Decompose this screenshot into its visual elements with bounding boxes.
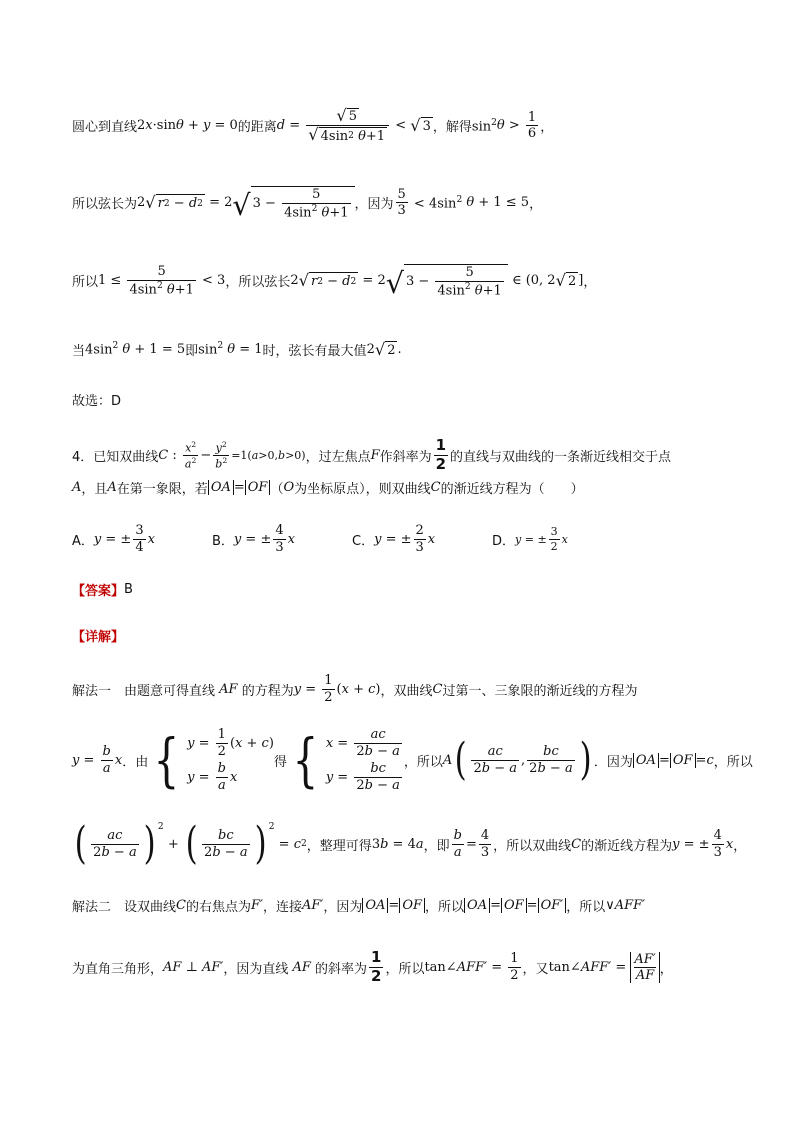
method-2-line-2: 为直角三角形， AF ⊥ AF′ ，因为直线 AF 的斜率为 $\frac{1}{2}$ ，所以 tan∠ AFF′ = $\frac{1}{2}$ ，又 tan∠ AFF′ = $\frac{AF'}{AF}$ ， xyxy=(72,948,673,985)
option-b: B． y = ± $\frac{4}{3}$ x xyxy=(212,523,295,555)
distance-fraction: √ 5 √ 4sin 2 θ +1 xyxy=(306,108,389,144)
solution-line-range: 所以 1 ≤ $\frac{5}{4\sin^2 \theta+1}$ < 3 ，所以弦长 2 √ r 2 − d 2 = 2 √ 3 − $\frac{5}{4\sin^2 \theta+1}$ ∈ (0, 2 √ 2 ] ， xyxy=(72,264,597,301)
question-4-options xyxy=(72,524,734,554)
solution-choice: 故选：D xyxy=(72,394,122,409)
option-a: A． y = ± $\frac{3}{4}$ x xyxy=(72,523,155,555)
answer-value: B xyxy=(124,582,133,597)
method-2-line-1: 解法二 设双曲线 C 的右焦点为 F′ ，连接 AF′ ，因为 OA = OF ，所以 OA = OF = OF′ ，所以 ∨ AFF′ xyxy=(72,898,646,915)
solution-line-distance: 圆心到直线 2 x ·sin θ + y = 0 的距离 d = √ 5 √ 4sin 2 θ +1 < √ 3 ，解得 $\sin^2$ θ > $\frac{1}{6}$ ， xyxy=(72,106,554,145)
answer-tag: 【答案】 xyxy=(72,584,125,599)
method-1-line-2: y = $\frac{b}{a}$ x ．由 { y = $\frac{1}{2}$ ( x + c ) y = $\frac{b}{a}$ x 得 { x = $\frac{ac}{2b - a}$ y = $\frac{bc}{2b - a}$ ，所以 A ( $\frac{ac}{2b - a}$ , $\frac{bc}{2b - a}$ ) ．因为 OA = OF = c ，所以 xyxy=(72,726,753,794)
question-4-line-2: A ，且 A 在第一象限，若 OA = OF （ O 为坐标原点），则双曲线 C 的渐近线方程为（ ） xyxy=(72,480,584,497)
answer-line xyxy=(72,580,734,599)
detail-line xyxy=(72,626,734,645)
method-1-line-3: ( $\frac{ac}{2b - a}$ ) 2 + ( $\frac{bc}{2b - a}$ ) 2 = c 2 ，整理可得 3 b = 4 a ，即 $\frac{b}{a}$ = $\frac{4}{3}$ ，所以双曲线 C 的渐近线方程为 y = ± $\frac{4}{3}$ x ， xyxy=(74,818,747,869)
question-4-line-1: 4．已知双曲线 C : $\frac{x^2}{a^2}$ − $\frac{y^2}{b^2}$ =1( a >0, b >0) ，过左焦点 F 作斜率为 $\frac{1}{2}$ 的直线与双曲线的一条渐近线相交于点 xyxy=(72,436,672,473)
option-d: D． y = ± $\frac{3}{2}$ x xyxy=(492,525,568,553)
method-1-line-1: 解法一 由题意可得直线 AF 的方程为 y = $\frac{1}{2}$ ( x + c ) ，双曲线 C 过第一、三象限的渐近线的方程为 xyxy=(72,673,638,705)
detail-tag: 【详解】 xyxy=(72,630,125,645)
option-c: C． y = ± $\frac{2}{3}$ x xyxy=(352,523,436,555)
solution-line-max: 当 $4\sin^2$ θ + 1 = 5 即 $\sin^2$ θ = 1 时，弦长有最大值 2 √ 2 . xyxy=(72,339,402,359)
solution-line-chord: 所以弦长为 2 √ r 2 − d 2 = 2 √ 3 − $\frac{5}{4\sin^2 \theta+1}$ ，因为 $\frac{5}{3}$ < $4\sin^2$ θ + 1 ≤ 5 ， xyxy=(72,186,543,223)
